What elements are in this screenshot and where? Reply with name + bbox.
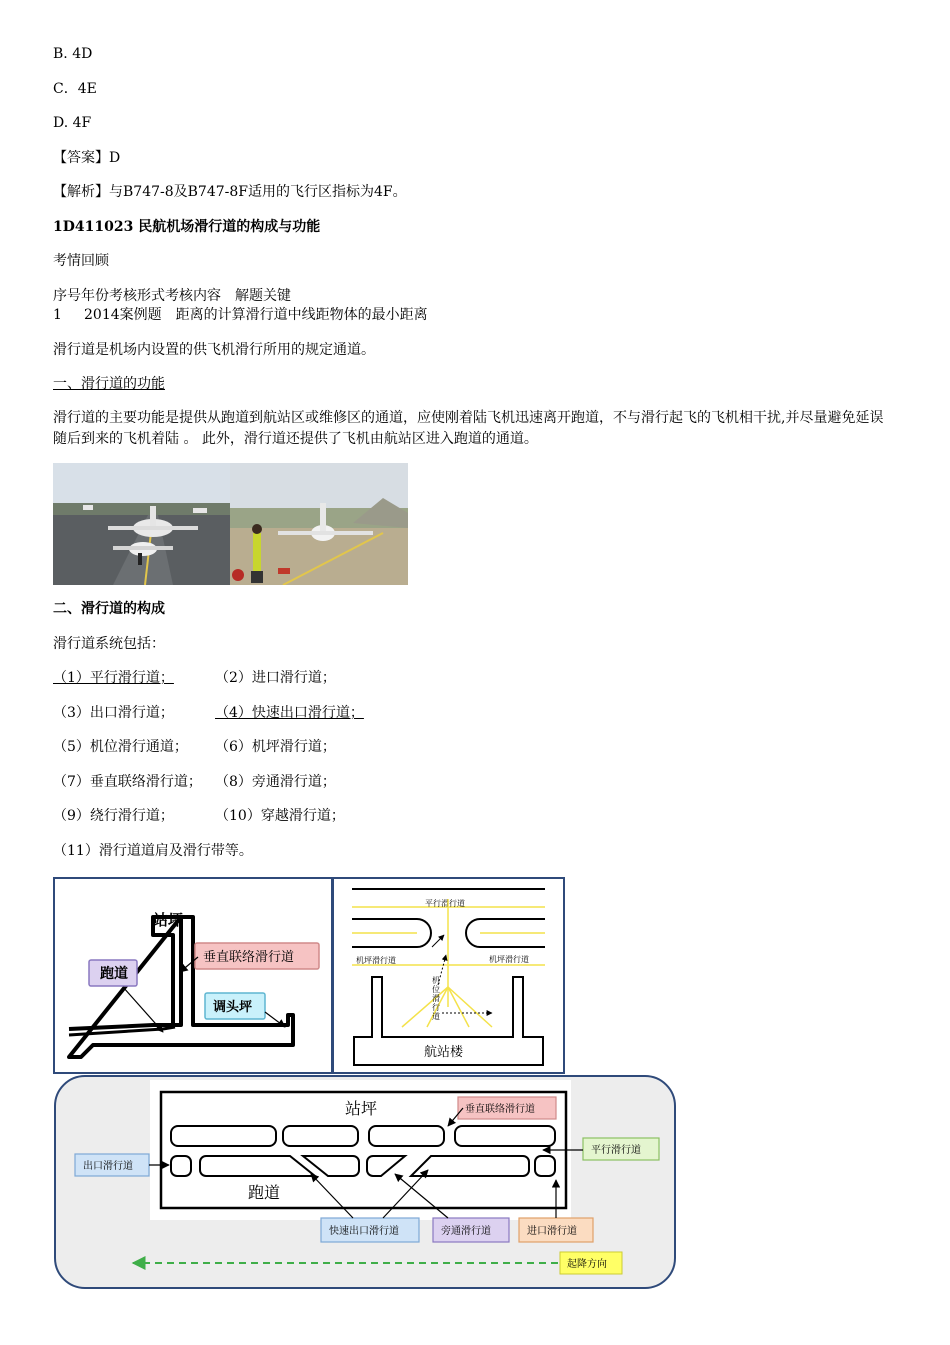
item-2: （2）进口滑行道； [215,670,336,686]
item-4: （4）快速出口滑行道； [215,705,364,721]
option-b: B. 4D [53,46,93,62]
function-text: 滑行道的主要功能是提供从跑道到航站区或维修区的通道，应使刚着陆飞机迅速离开跑道，不与滑行起飞的飞机相干扰,并尽量避免延误随后到来的飞机着陆 。 此外，滑行道还提供了飞机由航站区进入跑道的通道。 [53,410,884,447]
diagram3-bypass-label: 旁通滑行道 [441,1226,491,1237]
item-1: （1）平行滑行道； [53,670,174,686]
diagram3-rapid-exit-label: 快速出口滑行道 [329,1226,399,1237]
diagram2-stand-label [432,975,440,1021]
diagram3-direction-label: 起降方向 [567,1259,607,1270]
composition-heading: 二、滑行道的构成 [53,601,165,617]
diagram3-vertical-label: 垂直联络滑行道 [465,1104,535,1115]
review-table-header: 序号年份考核形式考核内容 解题关键 [53,288,291,304]
item-9: （9）绕行滑行道； [53,808,174,824]
diagram3-exit-label: 出口滑行道 [83,1161,133,1172]
item-3: （3）出口滑行道； [53,705,174,721]
analysis: 【解析】与B747-8及B747-8F适用的飞行区指标为4F。 [53,184,407,200]
section-title: 1D411023 民航机场滑行道的构成与功能 [53,219,321,235]
diagram-apron-layout [332,877,565,1074]
answer: 【答案】D [53,150,121,166]
diagram3-apron-label: 站坪 [345,1099,378,1118]
review-heading: 考情回顾 [53,253,109,269]
svg-text:滑: 滑 [432,994,440,1003]
definition: 滑行道是机场内设置的供飞机滑行所用的规定通道。 [53,342,375,358]
system-intro: 滑行道系统包括： [53,636,165,652]
option-c: C．4E [53,81,97,97]
diagram3-entrance-label: 进口滑行道 [527,1226,577,1237]
item-6: （6）机坪滑行道； [215,739,336,755]
diagram1-vertical-label: 垂直联络滑行道 [203,950,295,965]
svg-text:道: 道 [432,1012,440,1021]
photo-right [230,463,408,585]
diagram1-apron-label: 站坪 [153,911,184,929]
photo-left [53,463,230,585]
diagram2-terminal-label: 航站楼 [424,1045,464,1060]
diagram3-runway-label: 跑道 [248,1183,281,1202]
review-row-content: 2014案例题 距离的计算滑行道中线距物体的最小距离 [84,307,428,323]
diagram3-parallel-label: 平行滑行道 [591,1145,641,1156]
svg-text:行: 行 [432,1003,440,1012]
item-5: （5）机位滑行通道； [53,739,188,755]
diagram-taxiway-system [53,1074,678,1292]
item-8: （8）旁通滑行道； [215,774,336,790]
option-d: D. 4F [53,115,92,131]
item-11: （11）滑行道道肩及滑行带等。 [53,843,253,859]
svg-text:机: 机 [432,976,440,985]
svg-text:位: 位 [432,985,440,994]
diagram2-apron-right-label: 机坪滑行道 [489,955,529,964]
item-7: （7）垂直联络滑行道； [53,774,202,790]
diagram-taxiway-layout [53,877,333,1074]
taxiway-photos [53,463,408,585]
diagram2-parallel-label: 平行滑行道 [425,899,465,908]
diagram2-apron-left-label: 机坪滑行道 [356,956,396,965]
item-10: （10）穿越滑行道； [215,808,345,824]
function-heading: 一、滑行道的功能 [53,376,165,392]
review-row-no: 1 [53,307,62,323]
diagram1-turnpad-label: 调头坪 [213,1000,253,1015]
diagram1-runway-label: 跑道 [100,966,128,982]
